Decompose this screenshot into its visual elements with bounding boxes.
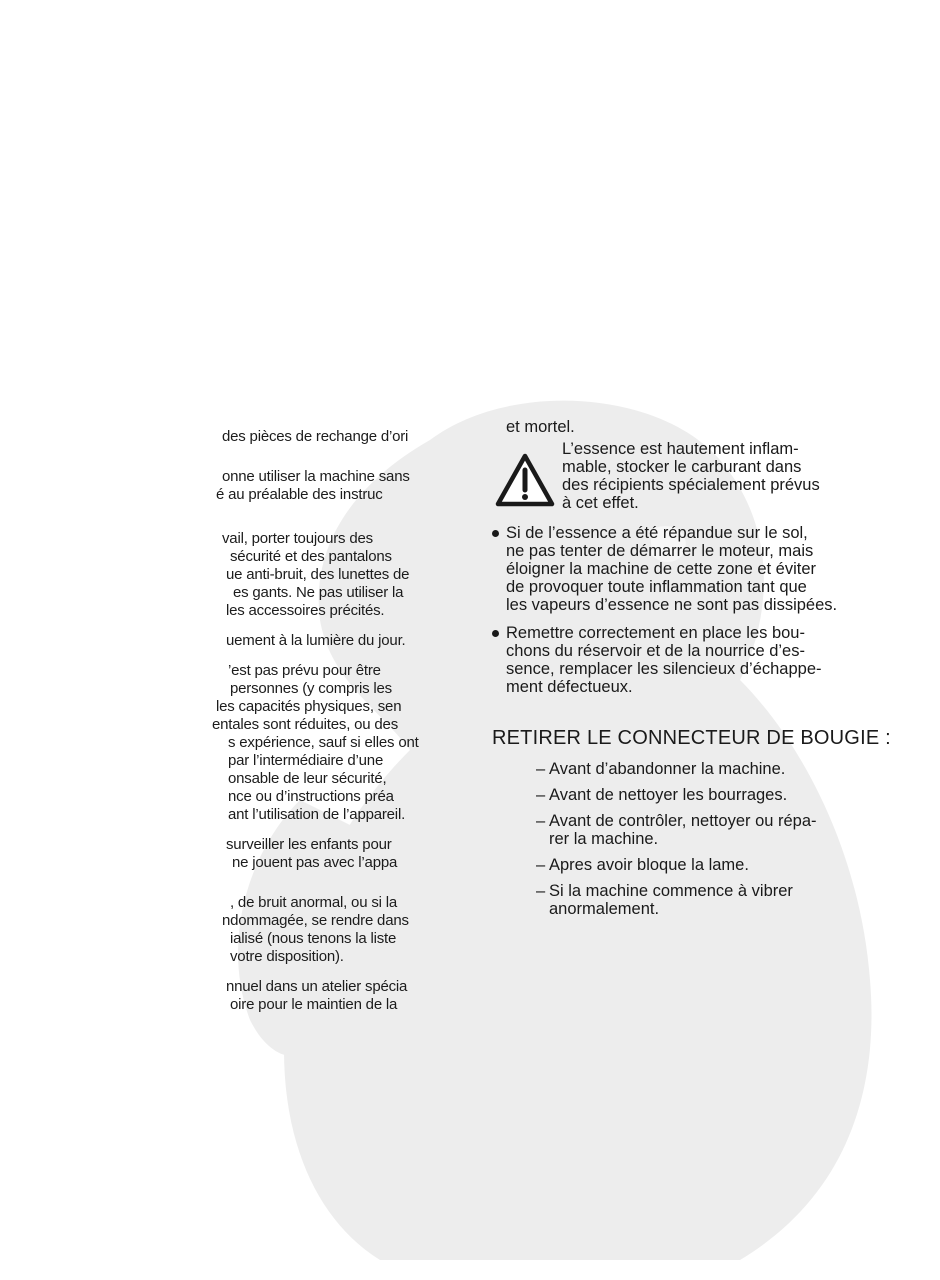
left-block-5 — [0, 662, 455, 824]
left-block-6 — [0, 836, 455, 872]
left-line: ne jouent pas avec l’appa — [232, 854, 398, 871]
dash-line: Si la machine commence à vibrer — [549, 882, 793, 900]
left-line: votre disposition). — [230, 948, 344, 965]
dash-glyph: – — [536, 882, 546, 900]
left-line: nnuel dans un atelier spécia — [226, 978, 408, 995]
bullet-line: chons du réservoir et de la nourrice d’es- — [506, 642, 805, 660]
dash-glyph: – — [536, 856, 546, 874]
bullet-item — [492, 524, 912, 614]
bullet-item — [492, 624, 912, 696]
bullet-line: ne pas tenter de démarrer le moteur, mais — [506, 542, 814, 560]
dash-line: Avant de contrôler, nettoyer ou répa- — [549, 812, 817, 830]
left-block-2 — [0, 468, 455, 504]
left-line: des pièces de rechange d’ori — [222, 428, 409, 445]
bullet-line: éloigner la machine de cette zone et éviter — [506, 560, 817, 578]
dash-item — [492, 812, 912, 848]
left-line: ue anti-bruit, des lunettes de — [226, 566, 410, 583]
dash-item — [492, 882, 912, 918]
left-line: uement à la lumière du jour. — [226, 632, 406, 649]
bullet-line: Remettre correctement en place les bou- — [506, 624, 805, 642]
left-line: ndommagée, se rendre dans — [222, 912, 409, 929]
left-line: onsable de leur sécurité, — [228, 770, 387, 787]
left-block-8 — [0, 978, 455, 1014]
left-line: nce ou d’instructions préa — [228, 788, 394, 805]
left-line: é au préalable des instruc — [216, 486, 383, 503]
section-heading: RETIRER LE CONNECTEUR DE BOUGIE : — [492, 727, 891, 749]
warning-line: L’essence est hautement inflam- — [562, 440, 799, 458]
left-line: vail, porter toujours des — [222, 530, 373, 547]
warning-line: mable, stocker le carburant dans — [562, 458, 802, 476]
bullet-line: les vapeurs d’essence ne sont pas dissipées. — [506, 596, 838, 614]
left-line: personnes (y compris les — [230, 680, 392, 697]
warning-line: des récipients spécialement prévus — [562, 476, 820, 494]
warning-triangle-icon — [494, 452, 556, 508]
left-line: par l’intermédiaire d’une — [228, 752, 384, 769]
left-line: es gants. Ne pas utiliser la — [233, 584, 404, 601]
dash-line: Apres avoir bloque la lame. — [549, 856, 749, 874]
left-block-4 — [0, 632, 455, 650]
left-line: oire pour le maintien de la — [230, 996, 398, 1013]
dash-glyph: – — [536, 760, 546, 778]
right-column — [492, 418, 912, 926]
dash-item — [492, 786, 912, 804]
fuel-warning — [492, 440, 912, 514]
left-line: les capacités physiques, sen — [216, 698, 402, 715]
warning-text — [562, 440, 820, 512]
dash-line: Avant de nettoyer les bourrages. — [549, 786, 788, 804]
dash-line: rer la machine. — [549, 830, 659, 848]
left-line: ialisé (nous tenons la liste — [230, 930, 397, 947]
dash-line: Avant d’abandonner la machine. — [549, 760, 786, 778]
bullet-dot-icon — [492, 630, 499, 637]
bullet-dot-icon — [492, 530, 499, 537]
dash-glyph: – — [536, 786, 546, 804]
continued-text: et mortel. — [506, 418, 575, 436]
left-column — [0, 428, 455, 1026]
bullet-line: ment défectueux. — [506, 678, 633, 696]
left-line: ant l’utilisation de l’appareil. — [228, 806, 406, 823]
left-block-3 — [0, 530, 455, 620]
bullet-line: de provoquer toute inflammation tant que — [506, 578, 807, 596]
left-block-7 — [0, 894, 455, 966]
left-line: entales sont réduites, ou des — [212, 716, 398, 733]
dash-item — [492, 760, 912, 778]
bullet-line: Si de l’essence a été répandue sur le sol, — [506, 524, 808, 542]
left-line: ’est pas prévu pour être — [228, 662, 381, 679]
dash-line: anormalement. — [549, 900, 660, 918]
left-line: sécurité et des pantalons — [230, 548, 392, 565]
warning-line: à cet effet. — [562, 494, 639, 512]
left-line: , de bruit anormal, ou si la — [230, 894, 397, 911]
left-line: onne utiliser la machine sans — [222, 468, 410, 485]
left-line: les accessoires précités. — [226, 602, 385, 619]
left-line: s expérience, sauf si elles ont — [228, 734, 419, 751]
left-block-1 — [0, 428, 455, 446]
bullet-line: sence, remplacer les silencieux d’échappe- — [506, 660, 822, 678]
dash-item — [492, 856, 912, 874]
dash-glyph: – — [536, 812, 546, 830]
left-line: surveiller les enfants pour — [226, 836, 392, 853]
